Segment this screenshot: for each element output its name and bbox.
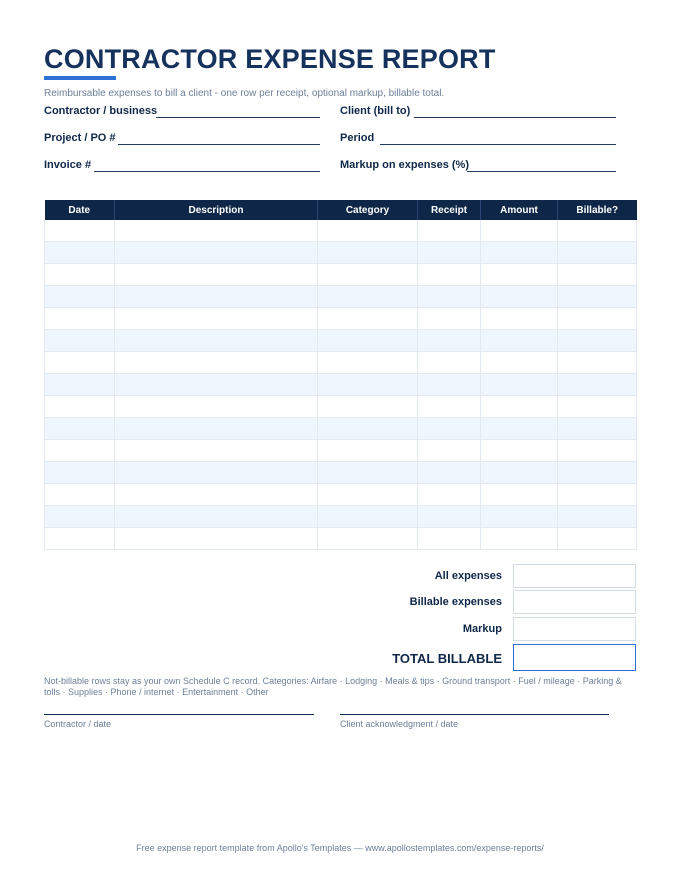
page-title: CONTRACTOR EXPENSE REPORT bbox=[44, 44, 496, 74]
cell-date[interactable] bbox=[45, 264, 115, 286]
table-body bbox=[45, 220, 637, 550]
col-header-amount: Amount bbox=[481, 200, 558, 220]
table-row bbox=[45, 462, 637, 484]
cell-description[interactable] bbox=[115, 440, 318, 462]
markup-total-label: Markup bbox=[462, 623, 502, 635]
contractor-signature-line[interactable] bbox=[44, 714, 314, 715]
table-row bbox=[45, 286, 637, 308]
cell-billable[interactable] bbox=[558, 352, 637, 374]
cell-date[interactable] bbox=[45, 242, 115, 264]
cell-receipt[interactable] bbox=[418, 462, 481, 484]
cell-billable[interactable] bbox=[558, 264, 637, 286]
markup-field[interactable] bbox=[340, 159, 616, 175]
table-row bbox=[45, 396, 637, 418]
cell-date[interactable] bbox=[45, 220, 115, 242]
cell-category[interactable] bbox=[318, 308, 418, 330]
cell-description[interactable] bbox=[115, 308, 318, 330]
cell-amount[interactable] bbox=[481, 528, 558, 550]
cell-description[interactable] bbox=[115, 396, 318, 418]
cell-billable[interactable] bbox=[558, 462, 637, 484]
cell-receipt[interactable] bbox=[418, 374, 481, 396]
cell-date[interactable] bbox=[45, 484, 115, 506]
invoice-field[interactable] bbox=[44, 159, 320, 175]
cell-amount[interactable] bbox=[481, 440, 558, 462]
cell-amount[interactable] bbox=[481, 286, 558, 308]
table-header-row bbox=[45, 200, 637, 220]
cell-amount[interactable] bbox=[481, 308, 558, 330]
table-row bbox=[45, 484, 637, 506]
cell-date[interactable] bbox=[45, 308, 115, 330]
cell-amount[interactable] bbox=[481, 352, 558, 374]
cell-billable[interactable] bbox=[558, 506, 637, 528]
cell-billable[interactable] bbox=[558, 418, 637, 440]
project-label: Project / PO # bbox=[44, 132, 116, 144]
all-expenses-box[interactable] bbox=[513, 564, 636, 588]
cell-date[interactable] bbox=[45, 440, 115, 462]
client-signature-label: Client acknowledgment / date bbox=[340, 719, 459, 729]
cell-description[interactable] bbox=[115, 484, 318, 506]
table-row bbox=[45, 308, 637, 330]
cell-description[interactable] bbox=[115, 352, 318, 374]
cell-amount[interactable] bbox=[481, 374, 558, 396]
cell-category[interactable] bbox=[318, 264, 418, 286]
cell-receipt[interactable] bbox=[418, 330, 481, 352]
cell-category[interactable] bbox=[318, 528, 418, 550]
cell-amount[interactable] bbox=[481, 484, 558, 506]
cell-date[interactable] bbox=[45, 418, 115, 440]
cell-receipt[interactable] bbox=[418, 242, 481, 264]
cell-category[interactable] bbox=[318, 484, 418, 506]
cell-amount[interactable] bbox=[481, 220, 558, 242]
cell-date[interactable] bbox=[45, 330, 115, 352]
cell-billable[interactable] bbox=[558, 484, 637, 506]
table-row bbox=[45, 440, 637, 462]
billable-expenses-box[interactable] bbox=[513, 590, 636, 614]
table-row bbox=[45, 418, 637, 440]
cell-amount[interactable] bbox=[481, 418, 558, 440]
cell-description[interactable] bbox=[115, 462, 318, 484]
cell-description[interactable] bbox=[115, 264, 318, 286]
cell-category[interactable] bbox=[318, 242, 418, 264]
cell-date[interactable] bbox=[45, 528, 115, 550]
cell-description[interactable] bbox=[115, 220, 318, 242]
table-row bbox=[45, 242, 637, 264]
cell-date[interactable] bbox=[45, 506, 115, 528]
cell-amount[interactable] bbox=[481, 242, 558, 264]
invoice-label: Invoice # bbox=[44, 159, 92, 171]
page-footer: Free expense report template from Apollo's Templates — www.apollostemplates.com/expense-reports/ bbox=[136, 843, 544, 853]
cell-category[interactable] bbox=[318, 440, 418, 462]
cell-billable[interactable] bbox=[558, 528, 637, 550]
cell-receipt[interactable] bbox=[418, 220, 481, 242]
cell-amount[interactable] bbox=[481, 396, 558, 418]
cell-receipt[interactable] bbox=[418, 396, 481, 418]
invoice-line[interactable] bbox=[94, 171, 320, 172]
contractor-label: Contractor / business bbox=[44, 105, 158, 117]
cell-description[interactable] bbox=[115, 528, 318, 550]
cell-category[interactable] bbox=[318, 352, 418, 374]
cell-billable[interactable] bbox=[558, 374, 637, 396]
cell-receipt[interactable] bbox=[418, 418, 481, 440]
table-row bbox=[45, 330, 637, 352]
total-billable-label: TOTAL BILLABLE bbox=[392, 651, 502, 666]
cell-receipt[interactable] bbox=[418, 308, 481, 330]
client-signature-line[interactable] bbox=[340, 714, 609, 715]
billable-expenses-label: Billable expenses bbox=[409, 596, 502, 608]
client-line[interactable] bbox=[414, 117, 616, 118]
cell-billable[interactable] bbox=[558, 220, 637, 242]
project-field[interactable] bbox=[44, 132, 320, 148]
period-label: Period bbox=[340, 132, 375, 144]
project-line[interactable] bbox=[118, 144, 320, 145]
cell-category[interactable] bbox=[318, 506, 418, 528]
cell-billable[interactable] bbox=[558, 308, 637, 330]
cell-description[interactable] bbox=[115, 330, 318, 352]
title-accent-bar bbox=[44, 76, 116, 80]
cell-receipt[interactable] bbox=[418, 528, 481, 550]
cell-category[interactable] bbox=[318, 418, 418, 440]
cell-category[interactable] bbox=[318, 374, 418, 396]
table-row bbox=[45, 264, 637, 286]
cell-receipt[interactable] bbox=[418, 286, 481, 308]
cell-receipt[interactable] bbox=[418, 264, 481, 286]
col-header-billable: Billable? bbox=[558, 200, 637, 220]
cell-date[interactable] bbox=[45, 286, 115, 308]
cell-category[interactable] bbox=[318, 330, 418, 352]
cell-description[interactable] bbox=[115, 418, 318, 440]
client-field[interactable] bbox=[340, 105, 616, 121]
total-billable-box[interactable] bbox=[513, 644, 636, 671]
col-header-category: Category bbox=[318, 200, 418, 220]
cell-billable[interactable] bbox=[558, 396, 637, 418]
col-header-description: Description bbox=[115, 200, 318, 220]
expense-table bbox=[44, 200, 636, 550]
table-row bbox=[45, 506, 637, 528]
cell-date[interactable] bbox=[45, 396, 115, 418]
table-row bbox=[45, 352, 637, 374]
cell-billable[interactable] bbox=[558, 330, 637, 352]
cell-amount[interactable] bbox=[481, 462, 558, 484]
cell-date[interactable] bbox=[45, 462, 115, 484]
cell-category[interactable] bbox=[318, 286, 418, 308]
cell-description[interactable] bbox=[115, 242, 318, 264]
period-field[interactable] bbox=[340, 132, 616, 148]
cell-category[interactable] bbox=[318, 462, 418, 484]
cell-receipt[interactable] bbox=[418, 506, 481, 528]
page-subtitle: Reimbursable expenses to bill a client - one row per receipt, optional markup, billable total. bbox=[44, 88, 445, 99]
cell-amount[interactable] bbox=[481, 506, 558, 528]
table-row bbox=[45, 528, 637, 550]
cell-category[interactable] bbox=[318, 220, 418, 242]
cell-receipt[interactable] bbox=[418, 440, 481, 462]
cell-category[interactable] bbox=[318, 396, 418, 418]
markup-label: Markup on expenses (%) bbox=[340, 159, 469, 171]
all-expenses-label: All expenses bbox=[434, 570, 502, 582]
col-header-receipt: Receipt bbox=[418, 200, 481, 220]
contractor-line[interactable] bbox=[156, 117, 320, 118]
markup-total-box[interactable] bbox=[513, 617, 636, 641]
cell-billable[interactable] bbox=[558, 242, 637, 264]
cell-date[interactable] bbox=[45, 374, 115, 396]
contractor-signature-label: Contractor / date bbox=[44, 719, 112, 729]
cell-description[interactable] bbox=[115, 286, 318, 308]
cell-billable[interactable] bbox=[558, 440, 637, 462]
cell-date[interactable] bbox=[45, 352, 115, 374]
categories-note: Not-billable rows stay as your own Schedule C record. Categories: Airfare · Lodging · Meals & tips · Ground transport · Fuel / mileage · Parking & tolls · Supplies · Phone / internet · Entertainment · Other bbox=[44, 676, 622, 697]
cell-receipt[interactable] bbox=[418, 484, 481, 506]
table-row bbox=[45, 220, 637, 242]
col-header-date: Date bbox=[45, 200, 115, 220]
markup-line[interactable] bbox=[467, 171, 616, 172]
cell-billable[interactable] bbox=[558, 286, 637, 308]
cell-amount[interactable] bbox=[481, 330, 558, 352]
cell-amount[interactable] bbox=[481, 264, 558, 286]
contractor-field[interactable] bbox=[44, 105, 320, 121]
period-line[interactable] bbox=[380, 144, 616, 145]
cell-receipt[interactable] bbox=[418, 352, 481, 374]
cell-description[interactable] bbox=[115, 506, 318, 528]
cell-description[interactable] bbox=[115, 374, 318, 396]
table-row bbox=[45, 374, 637, 396]
client-label: Client (bill to) bbox=[340, 105, 411, 117]
